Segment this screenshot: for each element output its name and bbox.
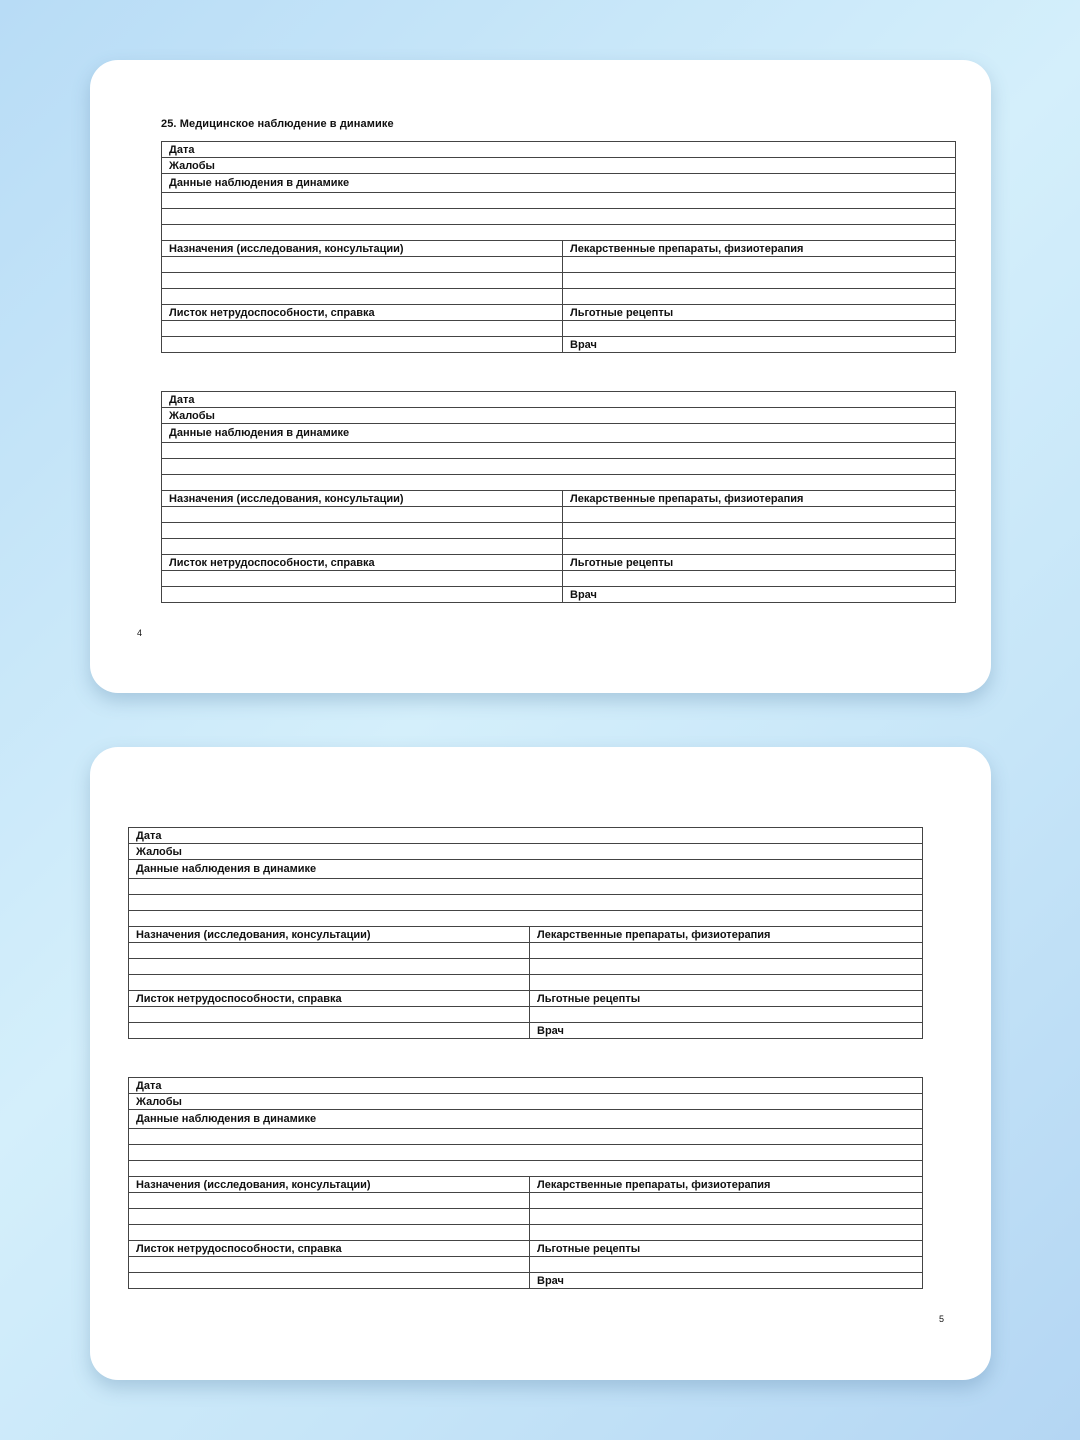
- complaints-field[interactable]: [162, 158, 956, 174]
- medications-line[interactable]: [530, 943, 923, 959]
- date-label: Дата: [136, 829, 162, 842]
- sick-leave-line[interactable]: [129, 1273, 530, 1289]
- observation-field[interactable]: [162, 174, 956, 193]
- benefit-prescriptions-line[interactable]: [530, 1007, 923, 1023]
- prescriptions-line[interactable]: [162, 539, 563, 555]
- medications-line[interactable]: [530, 959, 923, 975]
- complaints-field[interactable]: [129, 844, 923, 860]
- doctor-field[interactable]: [563, 337, 956, 353]
- prescriptions-field[interactable]: [162, 491, 563, 507]
- doctor-field[interactable]: [530, 1273, 923, 1289]
- prescriptions-field[interactable]: [129, 927, 530, 943]
- observation-label: Данные наблюдения в динамике: [136, 863, 317, 875]
- date-label: Дата: [136, 1079, 162, 1092]
- medications-label: Лекарственные препараты, физиотерапия: [537, 1178, 771, 1191]
- prescriptions-line[interactable]: [129, 1225, 530, 1241]
- prescriptions-label: Назначения (исследования, консультации): [169, 492, 404, 505]
- medications-field[interactable]: [563, 241, 956, 257]
- prescriptions-field[interactable]: [162, 241, 563, 257]
- doctor-field[interactable]: [563, 587, 956, 603]
- observation-field[interactable]: [129, 1110, 923, 1129]
- observation-line[interactable]: [129, 1129, 923, 1145]
- complaints-label: Жалобы: [136, 1095, 182, 1108]
- date-label: Дата: [169, 393, 195, 406]
- observation-field[interactable]: [129, 860, 923, 879]
- prescriptions-line[interactable]: [129, 975, 530, 991]
- complaints-label: Жалобы: [169, 159, 215, 172]
- observation-field[interactable]: [162, 424, 956, 443]
- sick-leave-label: Листок нетрудоспособности, справка: [169, 306, 375, 319]
- doctor-label: Врач: [570, 338, 597, 351]
- observation-line[interactable]: [162, 475, 956, 491]
- prescriptions-line[interactable]: [162, 273, 563, 289]
- prescriptions-line[interactable]: [129, 1193, 530, 1209]
- benefit-prescriptions-line[interactable]: [563, 321, 956, 337]
- medications-line[interactable]: [563, 539, 956, 555]
- observation-record-1: [161, 141, 956, 353]
- observation-line[interactable]: [162, 193, 956, 209]
- medications-label: Лекарственные препараты, физиотерапия: [537, 928, 771, 941]
- benefit-prescriptions-field[interactable]: [563, 555, 956, 571]
- benefit-prescriptions-field[interactable]: [530, 991, 923, 1007]
- prescriptions-line[interactable]: [162, 523, 563, 539]
- observation-record-4: [128, 1077, 923, 1289]
- page-number: 5: [939, 1314, 945, 1324]
- benefit-prescriptions-field[interactable]: [563, 305, 956, 321]
- observation-line[interactable]: [162, 459, 956, 475]
- sick-leave-label: Листок нетрудоспособности, справка: [169, 556, 375, 569]
- page-number: 4: [137, 628, 143, 638]
- date-field[interactable]: [129, 1078, 923, 1094]
- sick-leave-field[interactable]: [129, 991, 530, 1007]
- medications-field[interactable]: [530, 927, 923, 943]
- date-label: Дата: [169, 143, 195, 156]
- prescriptions-line[interactable]: [162, 289, 563, 305]
- sick-leave-label: Листок нетрудоспособности, справка: [136, 1242, 342, 1255]
- benefit-prescriptions-label: Льготные рецепты: [537, 1242, 641, 1255]
- observation-label: Данные наблюдения в динамике: [169, 427, 350, 439]
- prescriptions-line[interactable]: [162, 507, 563, 523]
- complaints-field[interactable]: [129, 1094, 923, 1110]
- medications-field[interactable]: [563, 491, 956, 507]
- medications-label: Лекарственные препараты, физиотерапия: [570, 492, 804, 505]
- complaints-label: Жалобы: [136, 845, 182, 858]
- observation-line[interactable]: [129, 911, 923, 927]
- benefit-prescriptions-line[interactable]: [563, 571, 956, 587]
- section-title: 25. Медицинское наблюдение в динамике: [161, 118, 394, 130]
- benefit-prescriptions-label: Льготные рецепты: [570, 306, 674, 319]
- medications-line[interactable]: [530, 1193, 923, 1209]
- sick-leave-field[interactable]: [162, 305, 563, 321]
- page-5: [90, 747, 991, 1380]
- doctor-label: Врач: [537, 1024, 564, 1037]
- date-field[interactable]: [129, 828, 923, 844]
- medications-line[interactable]: [530, 975, 923, 991]
- observation-record-2: [161, 391, 956, 603]
- sick-leave-field[interactable]: [129, 1241, 530, 1257]
- medications-field[interactable]: [530, 1177, 923, 1193]
- doctor-label: Врач: [570, 588, 597, 601]
- observation-record-3: [128, 827, 923, 1039]
- prescriptions-label: Назначения (исследования, консультации): [169, 242, 404, 255]
- page-4: [90, 60, 991, 693]
- observation-line[interactable]: [162, 443, 956, 459]
- prescriptions-line[interactable]: [129, 943, 530, 959]
- observation-line[interactable]: [129, 879, 923, 895]
- date-field[interactable]: [162, 142, 956, 158]
- sick-leave-field[interactable]: [162, 555, 563, 571]
- observation-line[interactable]: [129, 1161, 923, 1177]
- sick-leave-line[interactable]: [162, 337, 563, 353]
- benefit-prescriptions-field[interactable]: [530, 1241, 923, 1257]
- sick-leave-line[interactable]: [129, 1257, 530, 1273]
- observation-line[interactable]: [129, 1145, 923, 1161]
- benefit-prescriptions-label: Льготные рецепты: [537, 992, 641, 1005]
- sick-leave-line[interactable]: [162, 571, 563, 587]
- observation-label: Данные наблюдения в динамике: [136, 1113, 317, 1125]
- medications-line[interactable]: [530, 1209, 923, 1225]
- medications-line[interactable]: [563, 273, 956, 289]
- sick-leave-line[interactable]: [129, 1023, 530, 1039]
- observation-line[interactable]: [129, 895, 923, 911]
- medications-line[interactable]: [563, 523, 956, 539]
- date-field[interactable]: [162, 392, 956, 408]
- benefit-prescriptions-line[interactable]: [530, 1257, 923, 1273]
- medications-line[interactable]: [563, 507, 956, 523]
- prescriptions-field[interactable]: [129, 1177, 530, 1193]
- doctor-field[interactable]: [530, 1023, 923, 1039]
- prescriptions-label: Назначения (исследования, консультации): [136, 1178, 371, 1191]
- sick-leave-line[interactable]: [162, 587, 563, 603]
- observation-label: Данные наблюдения в динамике: [169, 177, 350, 189]
- sick-leave-line[interactable]: [129, 1007, 530, 1023]
- benefit-prescriptions-label: Льготные рецепты: [570, 556, 674, 569]
- medications-line[interactable]: [563, 289, 956, 305]
- prescriptions-line[interactable]: [129, 959, 530, 975]
- prescriptions-line[interactable]: [162, 257, 563, 273]
- prescriptions-label: Назначения (исследования, консультации): [136, 928, 371, 941]
- medications-line[interactable]: [530, 1225, 923, 1241]
- prescriptions-line[interactable]: [129, 1209, 530, 1225]
- observation-line[interactable]: [162, 225, 956, 241]
- complaints-label: Жалобы: [169, 409, 215, 422]
- observation-line[interactable]: [162, 209, 956, 225]
- complaints-field[interactable]: [162, 408, 956, 424]
- medications-line[interactable]: [563, 257, 956, 273]
- medications-label: Лекарственные препараты, физиотерапия: [570, 242, 804, 255]
- sick-leave-label: Листок нетрудоспособности, справка: [136, 992, 342, 1005]
- doctor-label: Врач: [537, 1274, 564, 1287]
- sick-leave-line[interactable]: [162, 321, 563, 337]
